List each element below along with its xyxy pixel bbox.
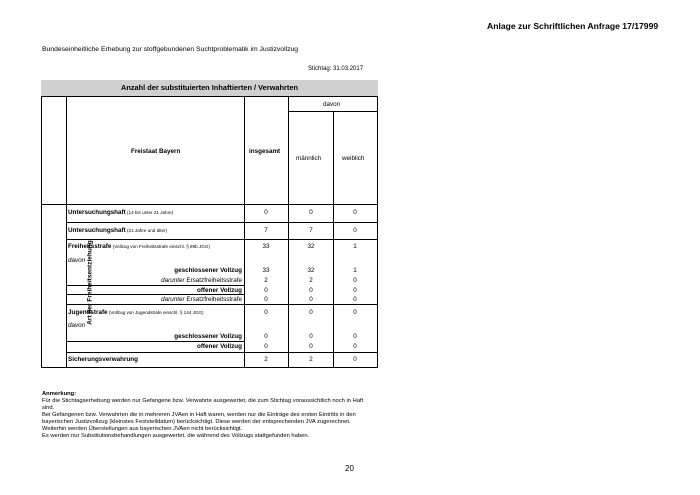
cell-female: 0 bbox=[353, 356, 357, 363]
cell-total: 0 bbox=[264, 287, 268, 294]
cell-female: 0 bbox=[353, 287, 357, 294]
col-female-header: weiblich bbox=[342, 155, 365, 162]
col-total-header: insgesamt bbox=[249, 148, 281, 155]
notes-heading: Anmerkung: bbox=[42, 391, 77, 397]
cell-total: 33 bbox=[262, 243, 270, 250]
row-label: Sicherungsverwahrung bbox=[68, 356, 138, 363]
cell-male: 0 bbox=[309, 333, 313, 340]
row-label: Untersuchungshaft (21 Jahre und älter) bbox=[68, 227, 168, 234]
cell-male: 0 bbox=[309, 343, 313, 350]
row-label: darunter Ersatzfreiheitsstrafe bbox=[161, 277, 242, 284]
cell-total: 2 bbox=[264, 356, 268, 363]
row-label-davon: davon bbox=[68, 322, 86, 329]
reference-date: Stichtag: 31.03.2017 bbox=[308, 66, 364, 72]
table-main-header: Anzahl der substituierten Inhaftierten / Verwahrten bbox=[41, 80, 378, 97]
cell-total: 0 bbox=[264, 209, 268, 216]
notes-line: Bei Gefangenen bzw. Verwahrten die in mehreren JVAen in Haft waren, werden nur die Einträge des ersten Eintritts in den bbox=[42, 412, 356, 418]
cell-female: 0 bbox=[353, 296, 357, 303]
cell-male: 2 bbox=[309, 277, 313, 284]
cell-female: 0 bbox=[353, 343, 357, 350]
notes-line: Für die Stichtagserhebung werden nur Gefangene bzw. Verwahrte ausgewertet, die zum Stichtag voraussichtlich noch in Haft bbox=[42, 398, 364, 404]
notes-line: bayerischen Justizvollzug (kleinstes Feststelldatum) berücksichtigt. Diese werden der entsprechenden JVA zugerechnet. bbox=[42, 419, 351, 425]
survey-title: Bundeseinheitliche Erhebung zur stoffgebundenen Suchtproblematik im Justizvollzug bbox=[42, 46, 299, 53]
cell-female: 1 bbox=[353, 243, 357, 250]
row-label: geschlossener Vollzug bbox=[174, 333, 242, 340]
notes-line: Weiterhin werden Überstellungen aus bayerischen JVAen nicht berücksichtigt. bbox=[42, 426, 243, 432]
cell-total: 33 bbox=[262, 267, 270, 274]
cell-male: 0 bbox=[309, 209, 313, 216]
notes-line: Es werden nur Substitutionsbehandlungen ausgewertet, die während des Vollzugs stattgefunden haben. bbox=[42, 433, 310, 439]
annex-title: Anlage zur Schriftlichen Anfrage 17/17999 bbox=[487, 21, 659, 31]
cell-female: 0 bbox=[353, 309, 357, 316]
state-label: Freistaat Bayern bbox=[131, 148, 181, 155]
cell-male: 7 bbox=[309, 227, 313, 234]
cell-male: 0 bbox=[309, 287, 313, 294]
col-davon-header: davon bbox=[323, 101, 341, 108]
cell-male: 2 bbox=[309, 356, 313, 363]
cell-total: 0 bbox=[264, 309, 268, 316]
row-label: darunter Ersatzfreiheitsstrafe bbox=[161, 296, 242, 303]
cell-male: 0 bbox=[309, 296, 313, 303]
cell-male: 0 bbox=[309, 309, 313, 316]
cell-total: 0 bbox=[264, 343, 268, 350]
cell-female: 0 bbox=[353, 209, 357, 216]
cell-male: 32 bbox=[307, 267, 315, 274]
cell-female: 0 bbox=[353, 277, 357, 284]
cell-female: 0 bbox=[353, 227, 357, 234]
cell-total: 0 bbox=[264, 296, 268, 303]
side-label: Art der Freiheitsentziehung bbox=[86, 240, 94, 325]
cell-total: 0 bbox=[264, 333, 268, 340]
page-number: 20 bbox=[345, 464, 354, 473]
row-label: Untersuchungshaft (14 bis unter 21 Jahre) bbox=[68, 209, 174, 216]
row-label: Freiheitsstrafe (Vollzug von Freiheitsstrafe einschl. § 89b JGG) bbox=[68, 243, 210, 250]
row-label: Jugendstrafe (Vollzug von Jugendstrafe einschl. § 144 JGG) bbox=[68, 309, 204, 316]
row-label: offener Vollzug bbox=[196, 343, 242, 350]
row-label: geschlossener Vollzug bbox=[174, 267, 242, 274]
notes-line: sind. bbox=[42, 405, 55, 411]
cell-male: 32 bbox=[307, 243, 315, 250]
row-label-davon: davon bbox=[68, 257, 86, 264]
cell-female: 1 bbox=[353, 267, 357, 274]
cell-total: 2 bbox=[264, 277, 268, 284]
cell-female: 0 bbox=[353, 333, 357, 340]
cell-total: 7 bbox=[264, 227, 268, 234]
row-label: offener Vollzug bbox=[196, 287, 242, 294]
col-male-header: männlich bbox=[296, 155, 322, 162]
